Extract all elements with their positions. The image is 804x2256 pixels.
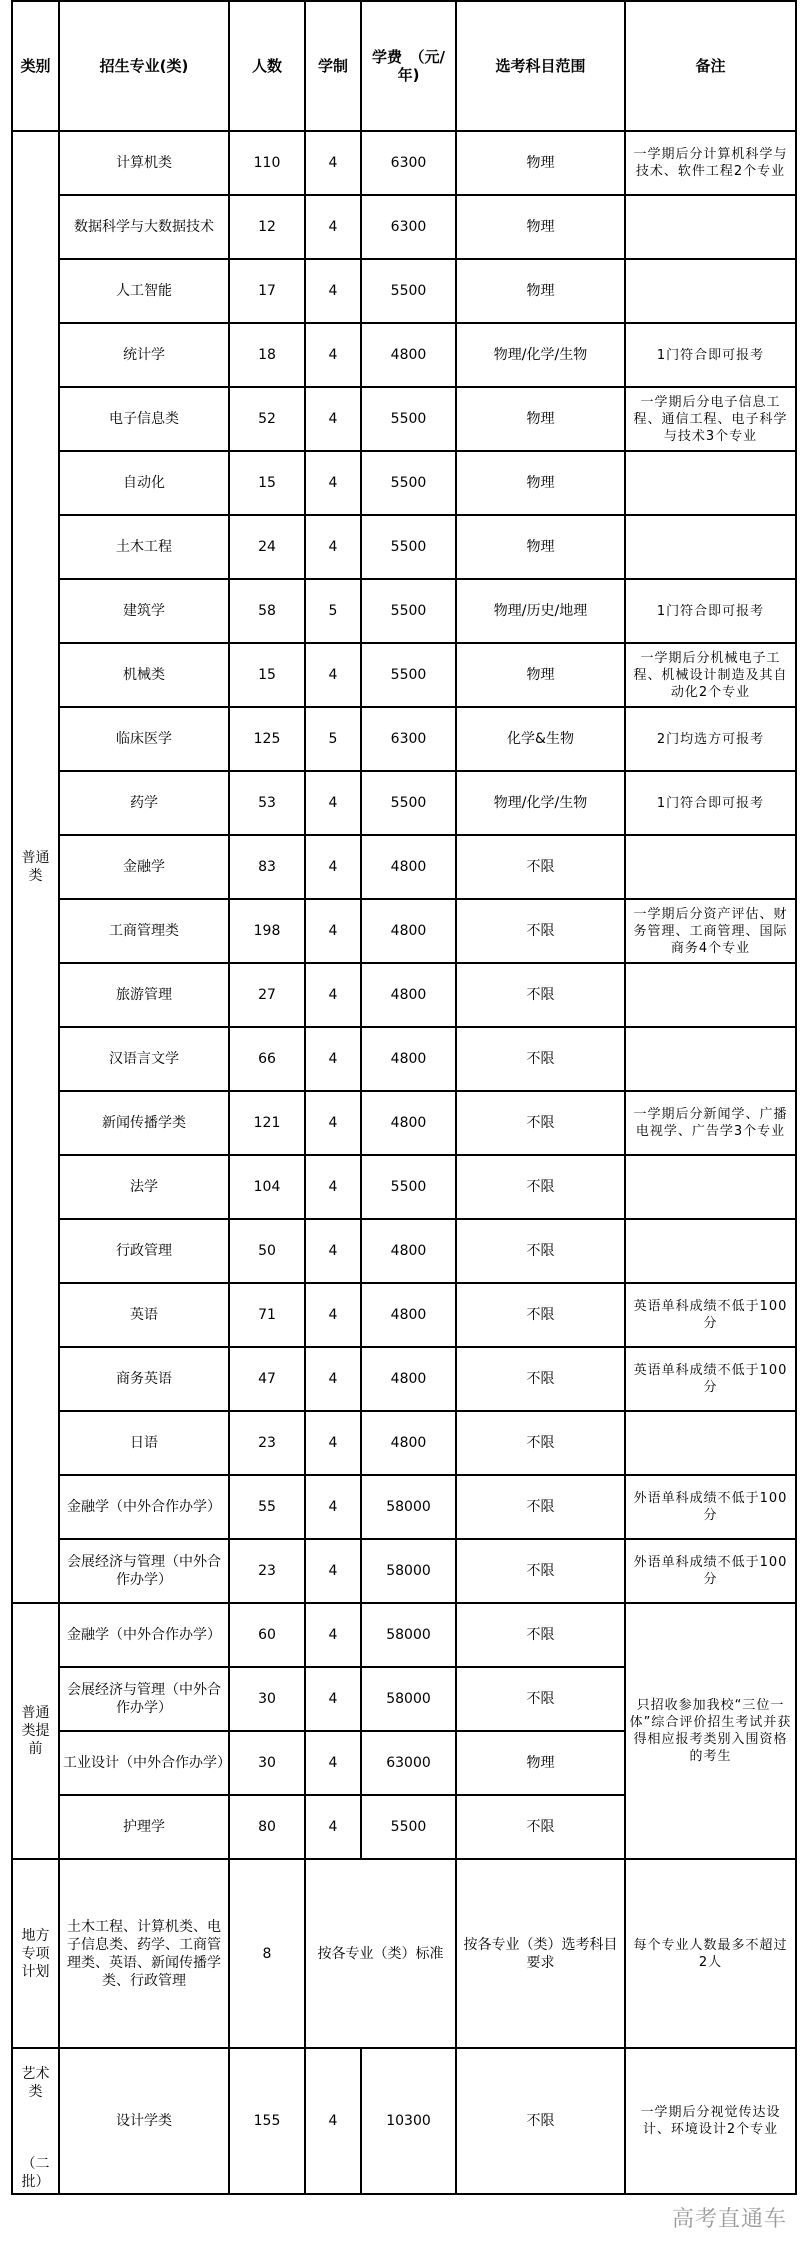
count-cell: 66: [229, 1027, 305, 1091]
header-row: [12, 1, 796, 131]
subjects-cell: 物理: [456, 195, 625, 259]
table-row: [12, 707, 796, 771]
note-cell: 一学期后分新闻学、广播电视学、广告学3个专业: [625, 1091, 796, 1155]
fee-cell: 4800: [361, 1283, 456, 1347]
years-cell: 4: [305, 835, 361, 899]
major-cell: 日语: [59, 1411, 229, 1475]
table-row: [12, 1155, 796, 1219]
subjects-cell: 物理: [456, 451, 625, 515]
table-row: [12, 899, 796, 963]
table-row: [12, 1091, 796, 1155]
header-category: 类别: [12, 1, 59, 131]
years-cell: 4: [305, 963, 361, 1027]
fee-cell: 5500: [361, 259, 456, 323]
major-cell: 金融学（中外合作办学）: [59, 1603, 229, 1667]
major-cell: 旅游管理: [59, 963, 229, 1027]
years-cell: 4: [305, 515, 361, 579]
subjects-cell: 物理: [456, 1731, 625, 1795]
fee-cell: 4800: [361, 1411, 456, 1475]
note-cell: 一学期后分机械电子工程、机械设计制造及其自动化2个专业: [625, 643, 796, 707]
subjects-cell: 物理/化学/生物: [456, 323, 625, 387]
major-cell: 工业设计（中外合作办学）: [59, 1731, 229, 1795]
table-row: [12, 387, 796, 451]
years-cell: 4: [305, 1283, 361, 1347]
note-cell: 一学期后分资产评估、财务管理、工商管理、国际商务4个专业: [625, 899, 796, 963]
subjects-cell: 不限: [456, 899, 625, 963]
category-cell: 普通类: [12, 131, 59, 1603]
subjects-cell: 不限: [456, 1539, 625, 1603]
years-fee-cell: 按各专业（类）标准: [305, 1859, 456, 2048]
subjects-cell: 物理: [456, 643, 625, 707]
count-cell: 121: [229, 1091, 305, 1155]
count-cell: 50: [229, 1219, 305, 1283]
fee-cell: 5500: [361, 387, 456, 451]
subjects-cell: 不限: [456, 1795, 625, 1859]
major-cell: 电子信息类: [59, 387, 229, 451]
major-cell: 工商管理类: [59, 899, 229, 963]
table-row: [12, 1219, 796, 1283]
note-cell: 外语单科成绩不低于100分: [625, 1539, 796, 1603]
years-cell: 4: [305, 259, 361, 323]
fee-cell: 5500: [361, 515, 456, 579]
years-cell: 4: [305, 323, 361, 387]
fee-cell: 4800: [361, 1219, 456, 1283]
major-cell: 会展经济与管理（中外合作办学）: [59, 1667, 229, 1731]
fee-cell: 4800: [361, 1347, 456, 1411]
category-cell: 地方专项计划: [12, 1859, 59, 2048]
header-fee: 学费 （元/年): [361, 1, 456, 131]
major-cell: 新闻传播学类: [59, 1091, 229, 1155]
count-cell: 52: [229, 387, 305, 451]
subjects-cell: 不限: [456, 1475, 625, 1539]
subjects-cell: 物理/化学/生物: [456, 771, 625, 835]
fee-cell: 4800: [361, 323, 456, 387]
count-cell: 24: [229, 515, 305, 579]
major-cell: 人工智能: [59, 259, 229, 323]
note-cell: [625, 1155, 796, 1219]
major-cell: 金融学: [59, 835, 229, 899]
fee-cell: 5500: [361, 579, 456, 643]
subjects-cell: 不限: [456, 1603, 625, 1667]
fee-cell: 4800: [361, 1091, 456, 1155]
count-cell: 30: [229, 1731, 305, 1795]
count-cell: 55: [229, 1475, 305, 1539]
subjects-cell: 不限: [456, 835, 625, 899]
subjects-cell: 按各专业（类）选考科目要求: [456, 1859, 625, 2048]
subjects-cell: 物理: [456, 387, 625, 451]
subjects-cell: 不限: [456, 1411, 625, 1475]
note-cell: 只招收参加我校“三位一体”综合评价招生考试并获得相应报考类别入围资格的考生: [625, 1603, 796, 1859]
count-cell: 155: [229, 2048, 305, 2194]
header-note: 备注: [625, 1, 796, 131]
note-cell: [625, 259, 796, 323]
note-cell: [625, 515, 796, 579]
fee-cell: 58000: [361, 1539, 456, 1603]
fee-cell: 5500: [361, 1155, 456, 1219]
fee-cell: 4800: [361, 835, 456, 899]
count-cell: 83: [229, 835, 305, 899]
table-row: [12, 835, 796, 899]
note-cell: 一学期后分视觉传达设计、环境设计2个专业: [625, 2048, 796, 2194]
years-cell: 4: [305, 771, 361, 835]
years-cell: 4: [305, 1219, 361, 1283]
note-cell: 1门符合即可报考: [625, 579, 796, 643]
note-cell: 2门均选方可报考: [625, 707, 796, 771]
count-cell: 30: [229, 1667, 305, 1731]
table-row-local-plan: [12, 1859, 796, 2048]
subjects-cell: 不限: [456, 1027, 625, 1091]
fee-cell: 4800: [361, 963, 456, 1027]
fee-cell: 4800: [361, 1027, 456, 1091]
subjects-cell: 不限: [456, 2048, 625, 2194]
table-row: [12, 963, 796, 1027]
table-row-art: [12, 2048, 796, 2194]
table-row: [12, 1411, 796, 1475]
years-cell: 4: [305, 1667, 361, 1731]
note-cell: 英语单科成绩不低于100分: [625, 1283, 796, 1347]
note-cell: [625, 451, 796, 515]
table-row: [12, 1603, 796, 1667]
count-cell: 198: [229, 899, 305, 963]
count-cell: 80: [229, 1795, 305, 1859]
fee-cell: 58000: [361, 1603, 456, 1667]
count-cell: 12: [229, 195, 305, 259]
major-cell: 设计学类: [59, 2048, 229, 2194]
years-cell: 5: [305, 579, 361, 643]
note-cell: [625, 1411, 796, 1475]
count-cell: 23: [229, 1539, 305, 1603]
major-cell: 法学: [59, 1155, 229, 1219]
count-cell: 17: [229, 259, 305, 323]
years-cell: 5: [305, 707, 361, 771]
subjects-cell: 不限: [456, 1091, 625, 1155]
major-cell: 行政管理: [59, 1219, 229, 1283]
table-row: [12, 323, 796, 387]
major-cell: 护理学: [59, 1795, 229, 1859]
count-cell: 47: [229, 1347, 305, 1411]
count-cell: 110: [229, 131, 305, 195]
count-cell: 58: [229, 579, 305, 643]
count-cell: 15: [229, 643, 305, 707]
subjects-cell: 物理: [456, 259, 625, 323]
major-cell: 计算机类: [59, 131, 229, 195]
note-cell: [625, 195, 796, 259]
table-row: [12, 1283, 796, 1347]
admission-plan-table: [11, 0, 797, 2195]
header-major: 招生专业(类): [59, 1, 229, 131]
category-cell: 艺术类 （二批）: [12, 2048, 59, 2194]
fee-cell: 5500: [361, 1795, 456, 1859]
note-cell: 一学期后分电子信息工程、通信工程、电子科学与技术3个专业: [625, 387, 796, 451]
subjects-cell: 不限: [456, 1155, 625, 1219]
table-row: [12, 1347, 796, 1411]
major-cell: 土木工程: [59, 515, 229, 579]
major-cell: 机械类: [59, 643, 229, 707]
count-cell: 125: [229, 707, 305, 771]
table-row: [12, 451, 796, 515]
years-cell: 4: [305, 899, 361, 963]
subjects-cell: 不限: [456, 1667, 625, 1731]
subjects-cell: 不限: [456, 1219, 625, 1283]
years-cell: 4: [305, 1347, 361, 1411]
major-cell: 药学: [59, 771, 229, 835]
fee-cell: 6300: [361, 131, 456, 195]
years-cell: 4: [305, 451, 361, 515]
major-cell: 数据科学与大数据技术: [59, 195, 229, 259]
subjects-cell: 不限: [456, 1347, 625, 1411]
years-cell: 4: [305, 643, 361, 707]
major-cell: 会展经济与管理（中外合作办学）: [59, 1539, 229, 1603]
note-cell: 外语单科成绩不低于100分: [625, 1475, 796, 1539]
header-count: 人数: [229, 1, 305, 131]
subjects-cell: 化学&生物: [456, 707, 625, 771]
subjects-cell: 不限: [456, 963, 625, 1027]
note-cell: [625, 1219, 796, 1283]
note-cell: [625, 835, 796, 899]
count-cell: 15: [229, 451, 305, 515]
table-row: [12, 131, 796, 195]
years-cell: 4: [305, 195, 361, 259]
count-cell: 60: [229, 1603, 305, 1667]
fee-cell: 4800: [361, 899, 456, 963]
years-cell: 4: [305, 1475, 361, 1539]
category-cell: 普通类提前: [12, 1603, 59, 1859]
major-cell: 建筑学: [59, 579, 229, 643]
major-cell: 临床医学: [59, 707, 229, 771]
count-cell: 53: [229, 771, 305, 835]
table-row: [12, 579, 796, 643]
count-cell: 8: [229, 1859, 305, 2048]
fee-cell: 6300: [361, 195, 456, 259]
major-cell: 自动化: [59, 451, 229, 515]
years-cell: 4: [305, 1027, 361, 1091]
note-cell: 英语单科成绩不低于100分: [625, 1347, 796, 1411]
table-row: [12, 515, 796, 579]
subjects-cell: 物理/历史/地理: [456, 579, 625, 643]
table-row: [12, 1475, 796, 1539]
fee-cell: 58000: [361, 1667, 456, 1731]
header-years: 学制: [305, 1, 361, 131]
fee-cell: 5500: [361, 643, 456, 707]
major-cell: 统计学: [59, 323, 229, 387]
count-cell: 104: [229, 1155, 305, 1219]
years-cell: 4: [305, 1091, 361, 1155]
years-cell: 4: [305, 1731, 361, 1795]
years-cell: 4: [305, 2048, 361, 2194]
years-cell: 4: [305, 1795, 361, 1859]
watermark: 高考直通车: [672, 2207, 788, 2232]
years-cell: 4: [305, 1155, 361, 1219]
note-cell: 一学期后分计算机科学与技术、软件工程2个专业: [625, 131, 796, 195]
fee-cell: 10300: [361, 2048, 456, 2194]
note-cell: 1门符合即可报考: [625, 323, 796, 387]
major-cell: 商务英语: [59, 1347, 229, 1411]
table-row: [12, 195, 796, 259]
note-cell: 每个专业人数最多不超过2人: [625, 1859, 796, 2048]
major-cell: 汉语言文学: [59, 1027, 229, 1091]
fee-cell: 58000: [361, 1475, 456, 1539]
fee-cell: 5500: [361, 451, 456, 515]
subjects-cell: 物理: [456, 131, 625, 195]
table-row: [12, 771, 796, 835]
count-cell: 23: [229, 1411, 305, 1475]
subjects-cell: 物理: [456, 515, 625, 579]
years-cell: 4: [305, 1539, 361, 1603]
years-cell: 4: [305, 1603, 361, 1667]
table-row: [12, 1027, 796, 1091]
major-cell: 英语: [59, 1283, 229, 1347]
table-row: [12, 643, 796, 707]
note-cell: [625, 1027, 796, 1091]
years-cell: 4: [305, 387, 361, 451]
count-cell: 27: [229, 963, 305, 1027]
years-cell: 4: [305, 1411, 361, 1475]
header-subjects: 选考科目范围: [456, 1, 625, 131]
table-row: [12, 1539, 796, 1603]
major-cell: 金融学（中外合作办学）: [59, 1475, 229, 1539]
note-cell: 1门符合即可报考: [625, 771, 796, 835]
subjects-cell: 不限: [456, 1283, 625, 1347]
fee-cell: 5500: [361, 771, 456, 835]
count-cell: 71: [229, 1283, 305, 1347]
years-cell: 4: [305, 131, 361, 195]
major-cell: 土木工程、计算机类、电子信息类、药学、工商管理类、英语、新闻传播学类、行政管理: [59, 1859, 229, 2048]
note-cell: [625, 963, 796, 1027]
fee-cell: 6300: [361, 707, 456, 771]
count-cell: 18: [229, 323, 305, 387]
table-row: [12, 259, 796, 323]
fee-cell: 63000: [361, 1731, 456, 1795]
